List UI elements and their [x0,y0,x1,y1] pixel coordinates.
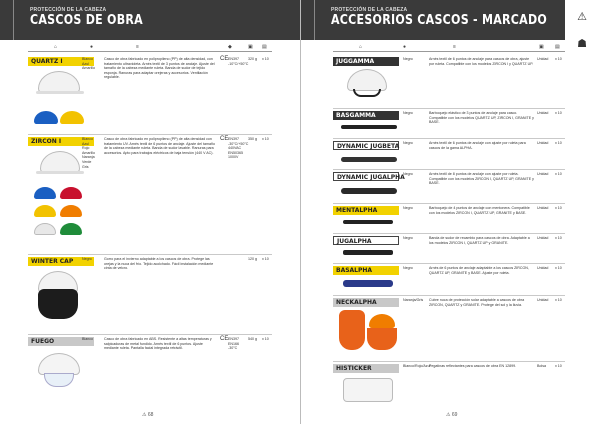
helmet-grey-image [34,223,56,235]
product-name: DYNAMIC JUGBETA [333,141,399,150]
page-number: ⚠ 69 [446,412,458,418]
product-qty: x 10 [555,141,562,145]
product-description: Arnés textil de 6 puntos de anclaje para cascos de obra, ajuste por ruleta. Compatible con los modelos ZIRCON I y QUARTZ UP. [429,57,534,66]
product-color: Negro [403,57,413,61]
face-shield-image [44,373,74,387]
product-unit: Unidad [537,111,549,115]
product-colors: Blanco Azul Rojo Amarillo Naranja Verde Gris [82,137,95,169]
ce-mark: CE [220,136,229,142]
page-number-value: 69 [451,412,458,418]
accessory-row-neckalpha [333,296,565,362]
product-unit: Unidad [537,57,549,61]
product-description: Cubre nuca de protección solar adaptable a cascos de obra ZIRCON, QUARTZ y GRANITE. Protege del sol y la lluvia. [429,298,525,307]
helmet-yellow-image [34,205,56,217]
product-name: HISTICKER [333,364,399,373]
helmet-yellow-image [60,111,84,124]
product-colors: Blanco Azul Amarillo [82,57,95,71]
product-description: Banda de sudor de recambio para cascos de obra. Adaptable a los modelos ZIRCON I, QUARTZ UP y GRANITE. [429,236,530,245]
product-description: Barboquejo de 4 puntos de anclaje con mentonera. Compatible con los modelos ZIRCON I, QUARTZ UP, GRANITE y BASE. [429,206,530,215]
product-name: JUGALPHA [333,236,399,245]
product-color: Negro [403,111,413,115]
product-name: JUGGAMMA [333,57,399,66]
product-colors: Negro [82,257,92,261]
header-corner-line [0,0,14,40]
product-color: Negro [403,206,413,210]
strap-image [341,125,397,129]
product-color: Negro [403,266,413,270]
accessory-row-juggamma [333,55,565,109]
neck-cover-image [339,310,365,350]
product-qty: x 10 [262,57,269,61]
product-norm: EN397 EN166 -30°C [228,337,239,351]
product-unit: Unidad [537,172,549,176]
product-qty: x 10 [555,172,562,176]
unit-col-icon: ▣ [539,44,544,50]
product-qty: x 10 [262,257,269,261]
helmet-blue-image [34,187,56,199]
product-description: Pegatinas reflectantes para cascos de obra EN 12899. [429,364,517,368]
product-colors: Blanco [82,337,93,341]
helmet-blue-image [34,111,58,124]
product-color: Negro [403,236,413,240]
product-description: Arnés textil de 8 puntos de anclaje con ajuste por ruleta. Compatible con los modelos ZIRCON I, QUARTZ UP, GRANITE y BASE. [429,172,534,186]
ce-mark: CE [220,336,229,342]
page-number-value: 68 [147,412,154,418]
info-col-icon: ≡ [136,44,139,50]
left-kicker: PROTECCIÓN DE LA CABEZA [30,7,107,13]
product-name: ZIRCON I [28,137,94,146]
accessory-row-jugalpha [333,234,565,264]
product-name: BASALPHA [333,266,399,275]
product-color: Negro [403,141,413,145]
product-qty: x 10 [555,206,562,210]
helmet-brim [36,91,84,94]
product-row-fuego [28,335,272,407]
right-page [300,0,600,424]
product-description: Barboquejo elástico de 3 puntos de anclaje para casco. Compatible con los modelos QUARTZ UP, ZIRCON I, GRANITE y BASE. [429,111,534,125]
product-unit: Bolsa [537,364,546,368]
product-name: DYNAMIC JUGALPHA [333,172,399,181]
sticker-image [343,378,393,402]
ce-mark: CE [220,56,229,62]
product-description: Gorro para el invierno adaptable a los cascos de obra. Protege las orejas y la nuca del frío. Tejido acolchado. Fácil instalación mediante cinta de velcro. [104,257,214,271]
right-column-header [333,44,565,52]
accessory-row-mentalpha [333,204,565,234]
helmet-green-image [60,223,82,235]
winter-cap-image [38,289,78,319]
product-qty: x 10 [555,57,562,61]
left-header [0,0,300,40]
product-norm: EN397 -10°C/+50°C [228,57,249,66]
accessory-row-dynamic-jugalpha [333,170,565,204]
product-name: QUARTZ I [28,57,94,66]
helmet-col-icon: ⌂ [359,44,363,50]
right-title: ACCESORIOS CASCOS - MARCADO [331,13,548,28]
product-description: Casco de obra fabricado en ABS. Resistente a altas temperaturas y salpicaduras de metal fundido. Arnés textil de 6 puntos. Ajuste mediante ruleta. Pantalla facial integrada retráctil. [104,337,212,351]
product-weight: 120 g [248,257,257,261]
product-row-zircon [28,135,272,255]
product-unit: Unidad [537,206,549,210]
product-qty: x 10 [555,266,562,270]
neck-cover-attached-image [367,328,397,350]
product-unit: Unidad [537,266,549,270]
product-qty: x 10 [262,137,269,141]
palette-col-icon: ● [90,44,94,50]
product-qty: x 10 [555,298,562,302]
right-kicker: PROTECCIÓN DE LA CABEZA [331,7,408,13]
product-unit: Unidad [537,236,549,240]
product-name: NECKALPHA [333,298,399,307]
product-name: BASGAMMA [333,111,399,120]
weight-col-icon: ▣ [248,44,253,50]
product-weight: 320 g [248,57,257,61]
palette-col-icon: ● [403,44,407,50]
info-col-icon: ≡ [453,44,456,50]
product-qty: x 10 [262,337,269,341]
product-norm: EN397 -30°C/+50°C 440VAC EN50365 1000V [228,137,249,160]
helmet-white-image [38,353,80,375]
harness-image [353,89,381,97]
helmet-white-image [40,151,80,173]
strap-image [341,188,397,194]
helmet-orange-image [60,205,82,217]
left-title: CASCOS DE OBRA [30,13,143,28]
product-color: Negro [403,172,413,176]
helmet-col-icon: ⌂ [54,44,58,50]
accessory-row-basgamma [333,109,565,139]
accessory-row-basalpha [333,264,565,296]
helmet-orange-image [369,314,395,328]
product-row-quartz [28,55,272,135]
helmet-image [347,69,387,91]
warning-icon: ⚠ [577,11,587,23]
header-corner-line [301,0,315,40]
right-header [301,0,565,40]
helmet-red-image [60,187,82,199]
product-unit: Unidad [537,141,549,145]
page-number: ⚠ 68 [142,412,154,418]
accessory-row-dynamic-jugbeta [333,139,565,170]
strap-image [341,157,397,162]
product-name: FUEGO [28,337,94,346]
product-color: Naranja/Gris [403,298,424,302]
shield-col-icon: ◆ [228,44,232,50]
product-weight: 350 g [248,137,257,141]
box-col-icon: ▤ [262,44,267,50]
helmet-white-image [38,71,80,93]
helmet-brim [36,171,84,174]
product-description: Casco de obra fabricado en polipropileno (PP) de alta densidad, con tratamiento ultravioleta. Arnés textil de 3 puntos de anclaje. Ajuste del tamaño de la cabeza mediante ruleta. Banda de sudor de tejido esponja. Ranuras para adaptar orejeras y accesorios. Ventilación regulable. [104,57,215,80]
product-name: MENTALPHA [333,206,399,215]
side-icons [572,10,592,64]
product-name: WINTER CAP [28,257,94,266]
left-column-header [28,44,272,52]
accessory-row-histicker [333,362,565,408]
product-row-winter-cap [28,255,272,335]
product-description: Casco de obra fabricado en polipropileno (PP) de alta densidad con tratamiento UV. Arnés textil de 6 puntos de anclaje. Ajuste del tamaño de la cabeza mediante ruleta. Banda de sudor lavable. Ranuras para accesorios. Apto para trabajos eléctricos de baja tensión (440 V AC). [104,137,215,155]
product-unit: Unidad [537,298,549,302]
box-col-icon: ▤ [555,44,560,50]
product-description: Arnés textil de 6 puntos de anclaje con ajuste por ruleta para cascos de la gama ALPHA. [429,141,526,150]
product-qty: x 10 [555,236,562,240]
product-qty: x 10 [555,111,562,115]
product-weight: 540 g [248,337,257,341]
harness-image [343,280,393,287]
strap-image [343,220,393,224]
product-qty: x 10 [555,364,562,368]
helmet-icon: ☗ [577,38,587,50]
product-description: Arnés de 6 puntos de anclaje adaptable a los cascos ZIRCON, QUARTZ UP, GRANITE y BASE. Ajuste por ruleta. [429,266,529,275]
product-color: Blanco/Rojo/Azul [403,364,431,368]
strap-image [343,250,393,255]
